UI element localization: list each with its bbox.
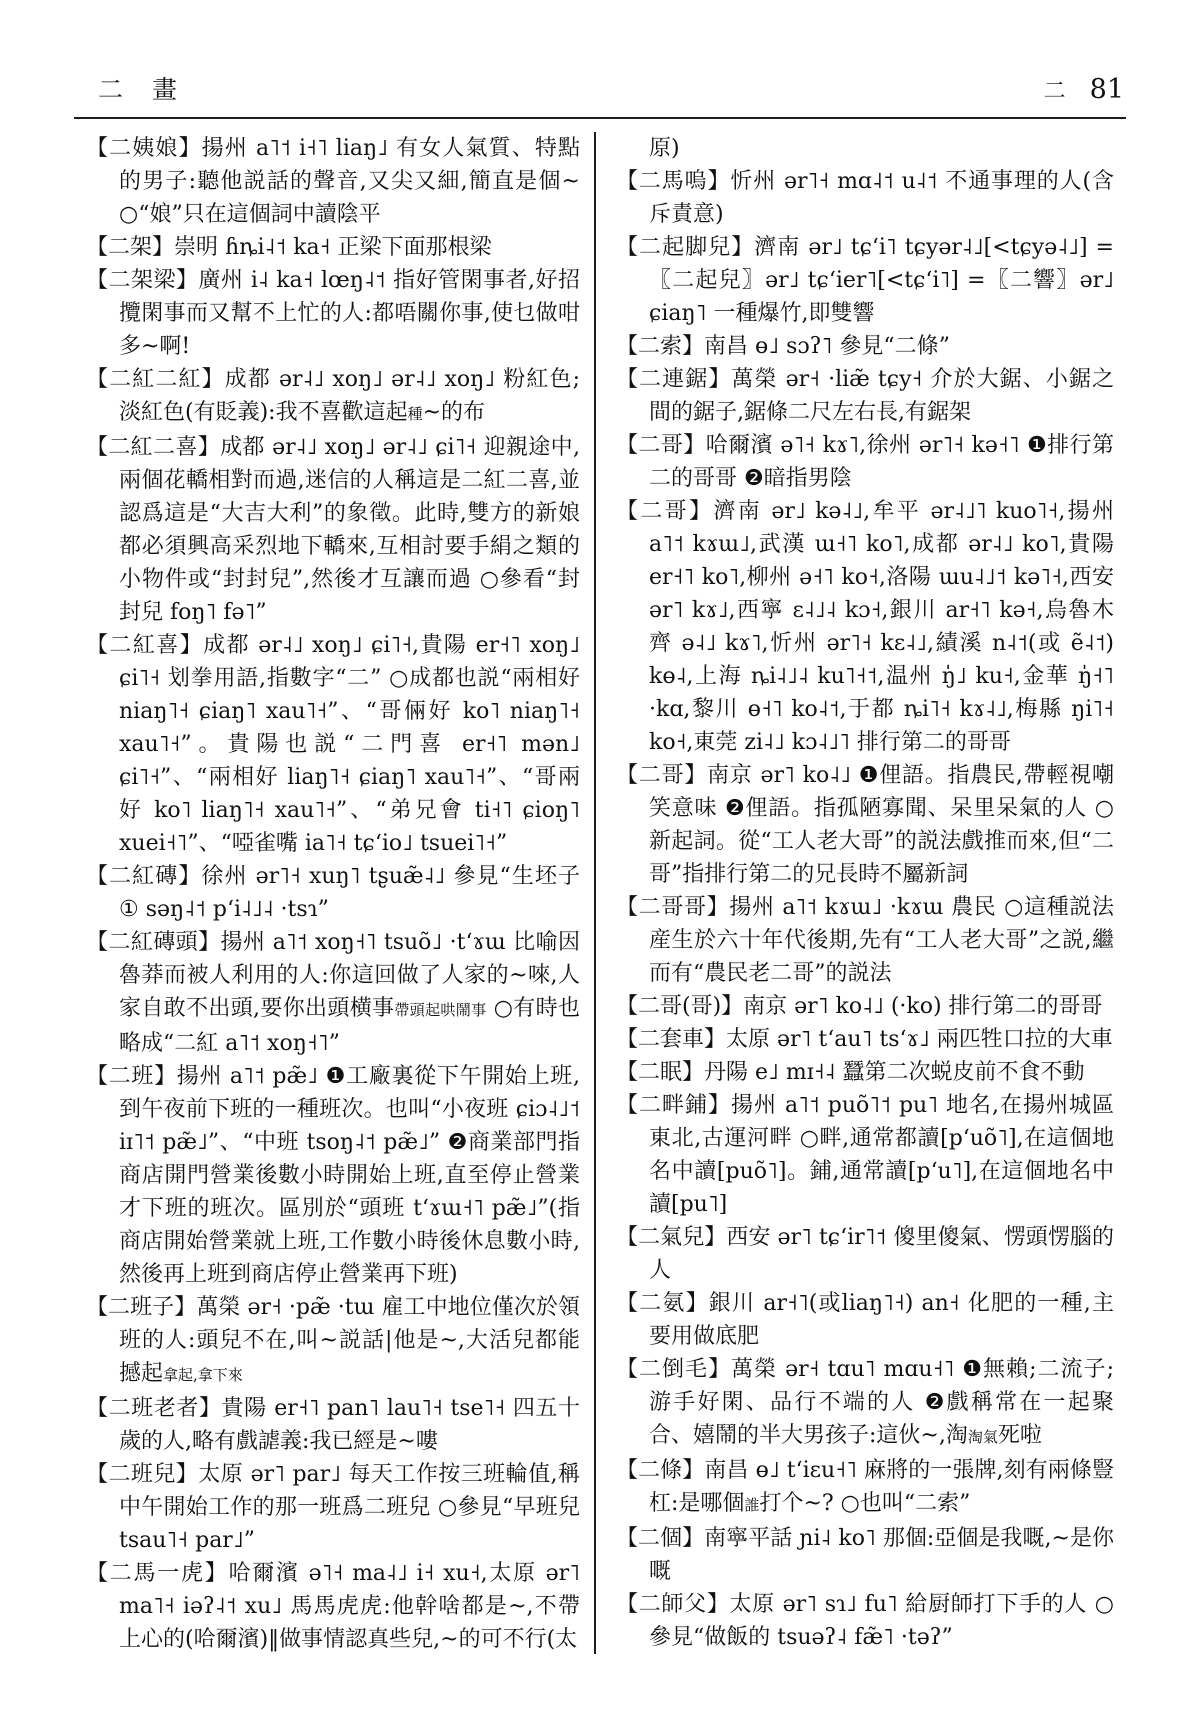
entry-headword: 【二倒毛】: [616, 1357, 732, 1382]
entry-headword: 【二班子】: [86, 1295, 197, 1320]
entry-headword: 【二姨娘】: [86, 136, 202, 161]
dictionary-entry: [86, 1458, 580, 1557]
entry-headword: 【二班老者】: [86, 1396, 222, 1421]
dictionary-entry: [616, 1353, 1114, 1454]
dictionary-entry: [86, 132, 580, 231]
entry-headword: 【二馬嗚】: [616, 169, 731, 194]
entry-body-text: 太原 ər˥ sɿ˩ fu˥ 給厨師打下手的人 ○參見“做飯的 tsuəʔ˨ fæ̃˥ ·təʔ”: [649, 1592, 1114, 1650]
dictionary-entry: [616, 363, 1114, 429]
entry-headword: 【二紅磚頭】: [86, 930, 221, 955]
entry-headword: 【二紅喜】: [86, 633, 204, 658]
entry-body-text: 崇明 ɦȵi˨˦ ka˧ 正梁下面那根梁: [174, 235, 492, 260]
dictionary-entry: [86, 264, 580, 363]
entry-body-text: 萬榮 ər˧ tɑu˥ mɑu˧˥ ❶無賴;二流子;游手好閑、品行不端的人 ❷戲稱常在一起聚合、嬉鬧的半大男孩子:這伙~,淘: [649, 1357, 1114, 1448]
entry-body-text: 太原 ər˥ tʻau˥ tsʻɤ˩ 兩匹牲口拉的大車: [726, 1027, 1113, 1052]
entry-body-text: 揚州 a˥˦ puõ˥˦ pu˥ 地名,在揚州城區東北,古運河畔 ○畔,通常都讀[pʻuõ˥],在這個地名中讀[puõ˥]。鋪,通常讀[pʻu˥],在這個地名中讀[pu˥]: [649, 1093, 1114, 1217]
entry-headword: 【二哥】: [616, 499, 714, 524]
inline-gloss: 淘氣: [967, 1428, 998, 1446]
entry-headword: 【二畔鋪】: [616, 1093, 731, 1118]
entry-headword: 【二條】: [616, 1458, 705, 1483]
entry-headword: 【二架梁】: [86, 268, 199, 293]
inline-gloss: 帶頭起哄鬧事: [394, 1001, 487, 1019]
dictionary-entry: [86, 363, 580, 431]
dictionary-entry: [86, 629, 580, 860]
dictionary-entry: [616, 1089, 1114, 1221]
dictionary-entry: [616, 1588, 1114, 1654]
entry-body-text: 濟南 ər˩ tɕʻi˥ tɕyər˨˩[<tɕyə˨˩] =〖二起兒〗ər˩ tɕʻier˥[<tɕʻi˥] =〖二響〗ər˩ ɕiaŋ˥ 一種爆竹,即雙響: [649, 235, 1114, 326]
dictionary-entry: [616, 1287, 1114, 1353]
entry-headword: 【二套車】: [616, 1027, 727, 1052]
dictionary-entry: [86, 431, 580, 629]
entry-headword: 【二班兒】: [86, 1462, 199, 1487]
page-header: [98, 70, 1124, 106]
entry-headword: 【二氨】: [616, 1291, 709, 1316]
dictionary-entry: [616, 759, 1114, 891]
entry-body-text: 銀川 ar˧˥(或liaŋ˥˧) an˧ 化肥的一種,主要用做底肥: [649, 1291, 1114, 1349]
inline-gloss: 拿起,拿下來: [163, 1366, 243, 1384]
entry-body-text: ~的布: [422, 400, 486, 425]
dictionary-entry: [86, 1291, 580, 1392]
right-column: [594, 132, 1114, 1654]
entry-headword: 【二架】: [86, 235, 175, 260]
dictionary-entry: [86, 231, 580, 264]
page-header-right: [1044, 74, 1124, 105]
entry-body-text: 萬榮 ər˧ ·pæ̃ ·tɯ 雇工中地位僅次於領班的人:頭兒不在,叫~説話|他是~,大活兒都能撼起: [119, 1295, 580, 1386]
dictionary-entry: [616, 990, 1114, 1023]
dictionary-entry: [616, 1056, 1114, 1089]
entry-headword: 【二紅二喜】: [86, 435, 221, 460]
dictionary-entry: [616, 330, 1114, 363]
entry-headword: 【二哥】: [616, 433, 706, 458]
entry-body-text: 南京 ər˥ ko˨˩ ❶俚語。指農民,帶輕視嘲笑意味 ❷俚語。指孤陋寡聞、呆里呆氣的人 ○新起詞。從“工人老大哥”的説法戲推而來,但“二哥”指排行第二的兄長時不屬新詞: [649, 763, 1114, 887]
entry-headword: 【二氣兒】: [616, 1225, 727, 1250]
dictionary-entry: [86, 1557, 580, 1656]
entry-body-text: 打个~? ○也叫“二索”: [759, 1491, 971, 1516]
dictionary-entry: [616, 165, 1114, 231]
entry-body-text: 揚州 a˥˦ xoŋ˧˥ tsuõ˩ ·tʻɤɯ 比喻因魯莽而被人利用的人:你這回做了人家的~唻,人家自敢不出頭,要你出頭横事: [119, 930, 580, 1021]
entry-body-text: 太原 ər˥ par˩ 每天工作按三班輪值,稱中午開始工作的那一班爲二班兒 ○參見“早班兒 tsau˥˧ par˩”: [119, 1462, 580, 1553]
entry-headword: 【二眠】: [616, 1060, 705, 1085]
entry-body-text: 揚州 a˥˦ pæ̃˩ ❶工廠裏從下午開始上班,到午夜前下班的一種班次。也叫“小夜班 ɕiɔ˨˩˦ iɪ˥˦ pæ̃˩”、“中班 tsoŋ˨˦ pæ̃˩” ❷商業部門指商店開門營業後數小時開始上班,直至停止營業才下班的班次。區別於“頭班 tʻɤɯ˧˥ pæ̃˩”(指商店開始營業就上班,工作數小時後休息數小時,然後再上班到商店停止營業再下班): [119, 1064, 580, 1287]
entry-body-text: 丹陽 e˩ mɪ˧˨ 蠶第二次蜕皮前不食不動: [704, 1060, 1085, 1085]
dictionary-entry: [616, 1023, 1114, 1056]
entry-body-text: 南寧平話 ɲi˨ ko˥ 那個:亞個是我嘅,~是你嘅: [649, 1526, 1114, 1584]
entry-body-text: 濟南 ər˩ kə˨˩,牟平 ər˨˩˥ kuo˥˧,揚州 a˥˦ kɤɯ˩,武漢 ɯ˧˥ ko˥,成都 ər˨˩ ko˥,貴陽 er˧˥ ko˥,柳州 ə˧˥ ko˧,洛陽 ɯu˨˩˦ kə˥˧,西安 ər˥ kɤ˩,西寧 ɛ˨˩˨ kɔ˧,銀川 ar˧˥ kə˧,烏魯木齊 ə˨˩ kɤ˥,忻州 ər˥˧ kɛ˨˩,績溪 n˨˦(或 ẽ˨˦) kɵ˨,上海 ȵi˨˩˨ ku˥˧˦,温州 ŋ̍˩ ku˧,金華 ŋ̍˧˥ ·kɑ,黎川 ɵ˧˥ ko˨˦,于都 ȵi˥˧ kɤ˨˩,梅縣 ŋi˥˧ ko˧,東莞 zi˨˩ kɔ˨˩˥ 排行第二的哥哥: [649, 499, 1114, 755]
entry-headword: 【二師父】: [616, 1592, 730, 1617]
entry-body-text: 貴陽 er˧˥ pan˥ lau˥˧ tse˥˧ 四五十歲的人,略有戲謔義:我已經是~嘍: [119, 1396, 580, 1454]
dictionary-entry: [616, 891, 1114, 990]
entry-headword: 【二馬一虎】: [86, 1561, 229, 1586]
dictionary-entry: [86, 860, 580, 926]
header-rule: [74, 117, 1126, 119]
page-number: 81: [1089, 74, 1124, 105]
entry-headword: 【二紅磚】: [86, 864, 202, 889]
entry-headword: 【二哥(哥)】: [616, 994, 744, 1019]
dictionary-entry: [616, 1454, 1114, 1522]
dictionary-entry: [86, 926, 580, 1060]
dictionary-entry: [616, 495, 1114, 759]
dictionary-entry: [616, 1522, 1114, 1588]
entry-headword: 【二哥】: [616, 763, 708, 788]
radical-char: 二: [1043, 79, 1066, 104]
entry-body-text: 西安 ər˥ tɕʻir˥˦ 傻里傻氣、愣頭愣腦的人: [649, 1225, 1114, 1283]
left-column: [86, 132, 580, 1656]
section-title: 二 畫: [98, 75, 180, 104]
dictionary-entry: [616, 231, 1114, 330]
entry-body-text: 成都 ər˨˩ xoŋ˩ ər˨˩ xoŋ˩ 粉紅色;淡紅色(有貶義):我不喜歡這起: [119, 367, 580, 425]
inline-gloss: 誰: [744, 1496, 760, 1514]
entry-headword: 【二起脚兒】: [616, 235, 755, 260]
dictionary-entry: [616, 1221, 1114, 1287]
entry-body-text: 廣州 i˨ ka˧ lœŋ˨˦ 指好管閑事者,好招攬閑事而又幫不上忙的人:都唔關你事,使乜做咁多~啊!: [119, 268, 580, 359]
dictionary-entry: [616, 429, 1114, 495]
entry-body-text: 揚州 a˥˦ i˧˥ liaŋ˩ 有女人氣質、特點的男子:聽他説話的聲音,又尖又細,簡直是個~ ○“娘”只在這個詞中讀陰平: [119, 136, 580, 227]
entry-continuation: [616, 132, 1114, 165]
dictionary-entry: [86, 1060, 580, 1291]
entry-headword: 【二哥哥】: [616, 895, 730, 920]
entry-body-text: 原): [649, 136, 680, 161]
entry-body-text: 南昌 ɵ˩ tʻiɛu˧˥ 麻將的一張牌,刻有兩條豎杠:是哪個: [649, 1458, 1114, 1516]
entry-body-text: 南昌 ɵ˩ sɔʔ˥ 參見“二條”: [704, 334, 950, 359]
entry-headword: 【二連鋸】: [616, 367, 732, 392]
entry-body-text: 哈爾濱 ə˥˧ ma˨˩ i˧ xu˧,太原 ər˥ ma˥˧ iəʔ˨˦ xu˩ 馬馬虎虎:他幹啥都是~,不帶上心的(哈爾濱)‖做事情認真些兒,~的可不行(太: [119, 1561, 580, 1652]
entry-body-text: 成都 ər˨˩ xoŋ˩ ər˨˩ ɕi˥˧ 迎親途中,兩個花轎相對而過,迷信的人稱這是二紅二喜,並認爲這是“大吉大利”的象徵。此時,雙方的新娘都必須興高采烈地下轎來,互相討要手絹之類的小物件或“封封兒”,然後才互讓而過 ○參看“封封兒 foŋ˥ fə˥”: [119, 435, 580, 625]
inline-gloss: 種: [407, 405, 423, 423]
entry-body-text: 揚州 a˥˦ kɤɯ˩ ·kɤɯ 農民 ○這種説法産生於六十年代後期,先有“工人老大哥”之説,繼而有“農民老二哥”的説法: [649, 895, 1114, 986]
entry-body-text: ○有時也略成“二紅 a˥˦ xoŋ˧˥”: [119, 996, 580, 1056]
dictionary-entry: [86, 1392, 580, 1458]
entry-body-text: 萬榮 ər˧ ·liæ̃ tɕy˧ 介於大鋸、小鋸之間的鋸子,鋸條二尺左右長,有鋸架: [649, 367, 1114, 425]
columns-container: [86, 132, 1128, 1656]
entry-headword: 【二個】: [616, 1526, 705, 1551]
entry-body-text: 徐州 ər˥˧ xuŋ˥ tʂuæ̃˨˩ 參見“生坯子① səŋ˨˦ pʻi˨˩˨ ·tsɿ”: [119, 864, 580, 922]
entry-headword: 【二索】: [616, 334, 705, 359]
entry-body-text: 成都 ər˨˩ xoŋ˩ ɕi˥˧,貴陽 er˧˥ xoŋ˩ ɕi˥˧ 划拳用語,指數字“二” ○成都也説“兩相好 niaŋ˥˧ ɕiaŋ˥ xau˥˧”、“哥倆好 ko˥ niaŋ˥˧ xau˥˧”。貴陽也説“二門喜 er˧˥ mən˩ ɕi˥˧”、“兩相好 liaŋ˥˧ ɕiaŋ˥ xau˥˧”、“哥兩好 ko˥ liaŋ˥˧ xau˥˧”、“弟兄會 ti˧˥ ɕioŋ˥ xuei˧˥”、“啞雀嘴 ia˥˧ tɕʻio˩ tsuei˥˧”: [119, 633, 580, 856]
entry-headword: 【二紅二紅】: [86, 367, 225, 392]
entry-headword: 【二班】: [86, 1064, 177, 1089]
entry-body-text: 哈爾濱 ə˥˧ kɤ˥,徐州 ər˥˧ kə˧˥ ❶排行第二的哥哥 ❷暗指男陰: [649, 433, 1114, 491]
entry-body-text: 南京 ər˥ ko˨˩ (·ko) 排行第二的哥哥: [743, 994, 1103, 1019]
entry-body-text: 死啦: [997, 1423, 1042, 1448]
entry-body-text: 忻州 ər˥˧ mɑ˨˦ u˨˦ 不通事理的人(含斥責意): [649, 169, 1114, 227]
